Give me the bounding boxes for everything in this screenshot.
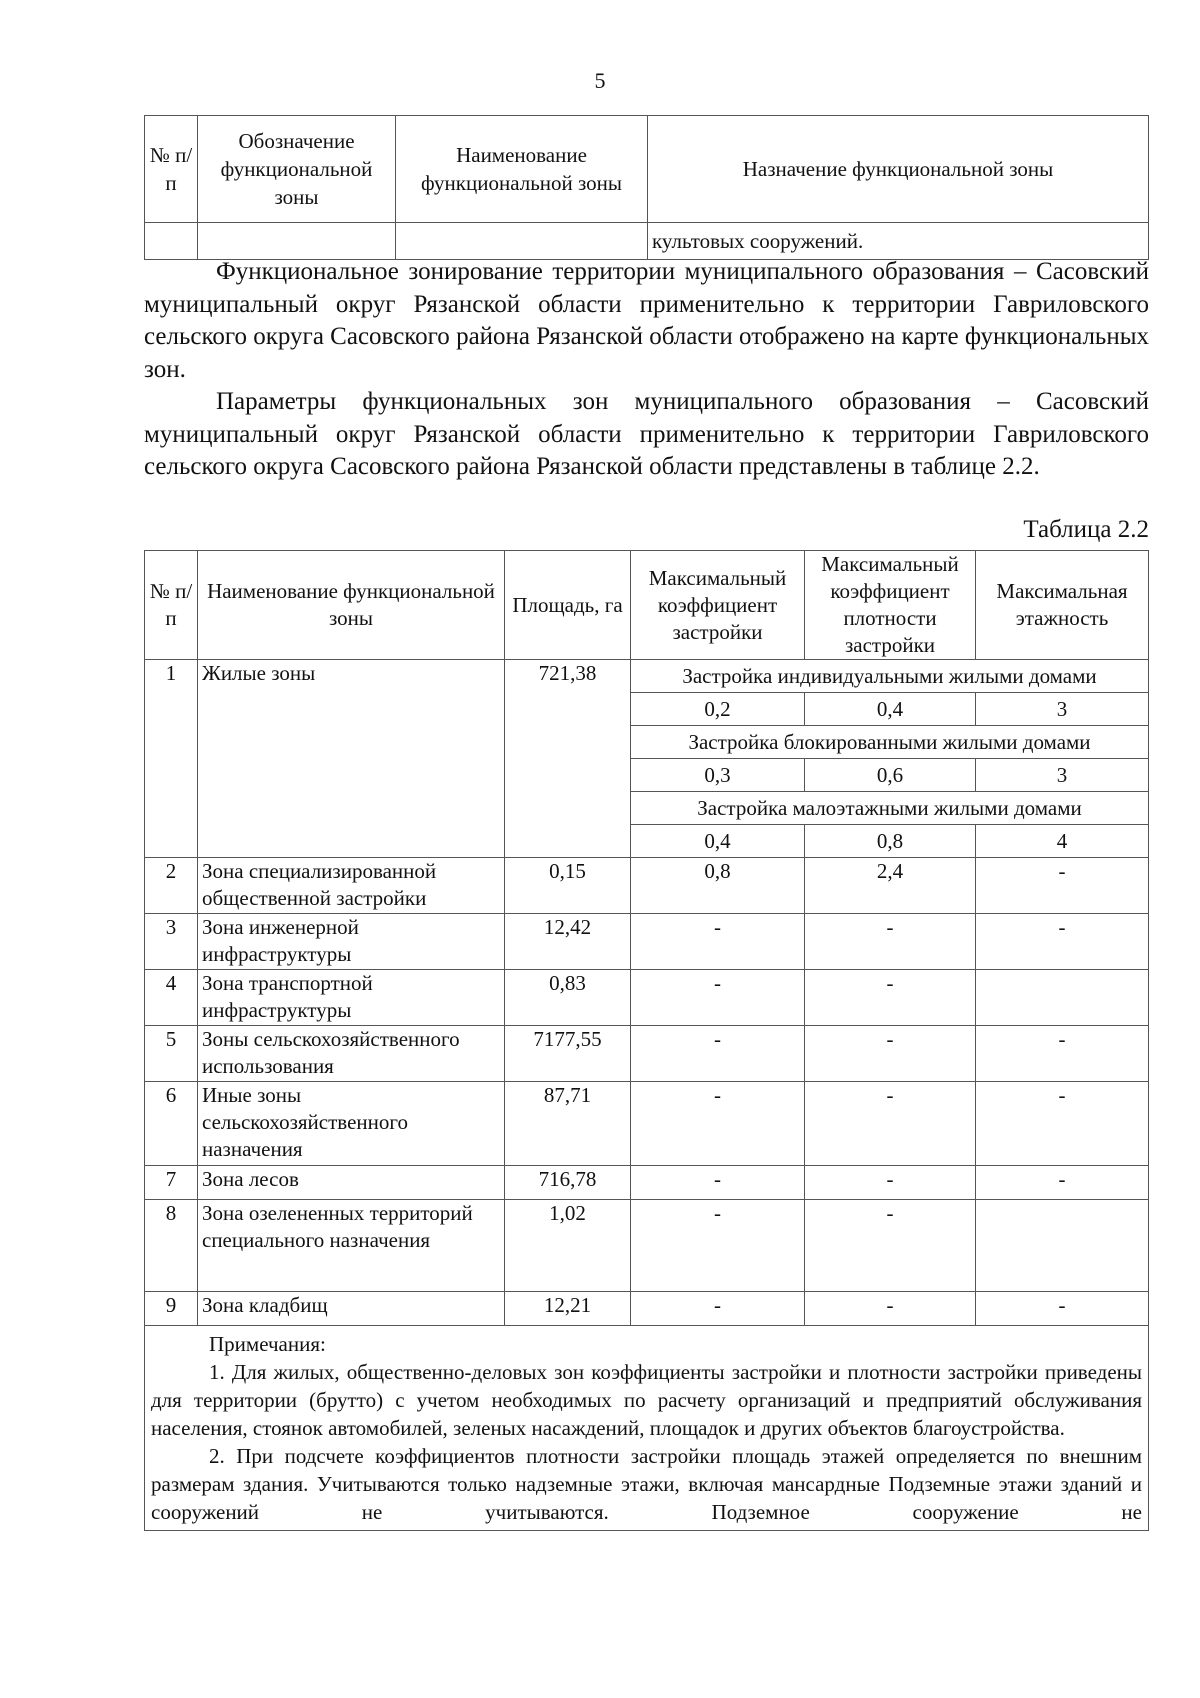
cell-zone-code xyxy=(198,223,396,260)
table-caption: Таблица 2.2 xyxy=(1023,516,1149,543)
cell-building-ratio: 0,3 xyxy=(631,759,805,792)
zone-parameters-table xyxy=(144,550,1149,1531)
header-number: № п/п xyxy=(145,551,198,660)
zones-purpose-table-continued xyxy=(144,115,1149,260)
table-row xyxy=(145,914,1149,970)
cell-number xyxy=(145,223,198,260)
cell-number: 2 xyxy=(145,858,198,914)
cell-area: 12,21 xyxy=(505,1292,631,1326)
table-row xyxy=(145,1292,1149,1326)
cell-floors: - xyxy=(976,914,1149,970)
cell-density-ratio: - xyxy=(805,1082,976,1166)
paragraph-text: Функциональное зонирование территории муниципального образования – Сасовский муниципальный округ Рязанской области применительно к территории Гавриловского сельского округа Сасовского района Рязанской области отображено на карте функциональных зон. xyxy=(144,258,1149,383)
notes-row xyxy=(145,1326,1149,1531)
residential-subtype-label: Застройка малоэтажными жилыми домами xyxy=(631,792,1149,825)
cell-building-ratio: - xyxy=(631,1026,805,1082)
table-header-row xyxy=(145,116,1149,223)
table-row xyxy=(145,858,1149,914)
cell-zone-name: Зона лесов xyxy=(198,1166,505,1200)
cell-building-ratio: - xyxy=(631,1082,805,1166)
cell-density-ratio: - xyxy=(805,1200,976,1292)
cell-building-ratio: 0,4 xyxy=(631,825,805,858)
table-header-row xyxy=(145,551,1149,660)
cell-zone-name: Зона транспортной инфраструктуры xyxy=(198,970,505,1026)
table-row xyxy=(145,223,1149,260)
cell-area: 12,42 xyxy=(505,914,631,970)
table-row xyxy=(145,1026,1149,1082)
paragraph-parameters xyxy=(144,386,1149,484)
table-row xyxy=(145,1200,1149,1292)
cell-building-ratio: - xyxy=(631,1166,805,1200)
cell-zone-name: Зона инженерной инфраструктуры xyxy=(198,914,505,970)
header-number: № п/п xyxy=(145,116,198,223)
cell-density-ratio: 2,4 xyxy=(805,858,976,914)
note-item: 1. Для жилых, общественно-деловых зон коэффициенты застройки и плотности застройки приведены для территории (брутто) с учетом необходимых по расчету организаций и предприятий обслуживания населения, стоянок автомобилей, зеленых насаждений, площадок и других объектов благоустройства. xyxy=(151,1360,1142,1440)
cell-area: 721,38 xyxy=(505,660,631,858)
cell-zone-name: Зона озелененных территорий специального назначения xyxy=(198,1200,505,1292)
table-row xyxy=(145,1082,1149,1166)
cell-area: 0,15 xyxy=(505,858,631,914)
cell-zone-name: Зона кладбищ xyxy=(198,1292,505,1326)
cell-zone-name: Зоны сельскохозяйственного использования xyxy=(198,1026,505,1082)
cell-floors: - xyxy=(976,1082,1149,1166)
paragraph-zoning-map xyxy=(144,256,1149,386)
table-row xyxy=(145,1166,1149,1200)
cell-floors: 3 xyxy=(976,759,1149,792)
cell-density-ratio: - xyxy=(805,1292,976,1326)
header-max-density-ratio: Максимальный коэффициент плотности застройки xyxy=(805,551,976,660)
cell-zone-name: Жилые зоны xyxy=(198,660,505,858)
header-max-floors: Максимальная этажность xyxy=(976,551,1149,660)
cell-area: 1,02 xyxy=(505,1200,631,1292)
cell-density-ratio: - xyxy=(805,1166,976,1200)
header-zone-purpose: Назначение функциональной зоны xyxy=(648,116,1149,223)
cell-floors xyxy=(976,970,1149,1026)
cell-density-ratio: 0,6 xyxy=(805,759,976,792)
header-area: Площадь, га xyxy=(505,551,631,660)
cell-number: 1 xyxy=(145,660,198,858)
cell-zone-purpose: культовых сооружений. xyxy=(648,223,1149,260)
cell-building-ratio: 0,2 xyxy=(631,693,805,726)
cell-floors: 4 xyxy=(976,825,1149,858)
cell-density-ratio: - xyxy=(805,970,976,1026)
cell-number: 3 xyxy=(145,914,198,970)
cell-area: 0,83 xyxy=(505,970,631,1026)
cell-number: 4 xyxy=(145,970,198,1026)
header-max-building-ratio: Максимальный коэффициент застройки xyxy=(631,551,805,660)
cell-zone-name: Зона специализированной общественной застройки xyxy=(198,858,505,914)
notes-title: Примечания: xyxy=(209,1332,326,1356)
cell-floors: - xyxy=(976,858,1149,914)
table-row xyxy=(145,970,1149,1026)
cell-density-ratio: 0,4 xyxy=(805,693,976,726)
cell-building-ratio: - xyxy=(631,914,805,970)
note-item: 2. При подсчете коэффициентов плотности застройки площадь этажей определяется по внешним размерам здания. Учитываются только надземные этажи, включая мансардные Подземные этажи зданий и сооружений не учитываются. Подземное сооружение не xyxy=(151,1444,1142,1524)
notes-cell xyxy=(145,1326,1149,1531)
cell-floors xyxy=(976,1200,1149,1292)
paragraph-text: Параметры функциональных зон муниципального образования – Сасовский муниципальный округ Рязанской области применительно к территории Гавриловского сельского округа Сасовского района Рязанской области представлены в таблице 2.2. xyxy=(144,388,1149,480)
cell-zone-name xyxy=(396,223,648,260)
cell-number: 8 xyxy=(145,1200,198,1292)
cell-density-ratio: 0,8 xyxy=(805,825,976,858)
page-number: 5 xyxy=(594,68,606,93)
cell-area: 87,71 xyxy=(505,1082,631,1166)
cell-number: 9 xyxy=(145,1292,198,1326)
cell-area: 716,78 xyxy=(505,1166,631,1200)
cell-floors: - xyxy=(976,1026,1149,1082)
cell-floors: 3 xyxy=(976,693,1149,726)
cell-building-ratio: - xyxy=(631,1292,805,1326)
cell-building-ratio: - xyxy=(631,970,805,1026)
cell-density-ratio: - xyxy=(805,1026,976,1082)
cell-number: 5 xyxy=(145,1026,198,1082)
residential-subtype-label: Застройка индивидуальными жилыми домами xyxy=(631,660,1149,693)
cell-building-ratio: 0,8 xyxy=(631,858,805,914)
cell-floors: - xyxy=(976,1166,1149,1200)
cell-floors: - xyxy=(976,1292,1149,1326)
cell-number: 7 xyxy=(145,1166,198,1200)
cell-area: 7177,55 xyxy=(505,1026,631,1082)
header-zone-name: Наименование функциональной зоны xyxy=(198,551,505,660)
table-row xyxy=(145,660,1149,693)
residential-subtype-label: Застройка блокированными жилыми домами xyxy=(631,726,1149,759)
cell-density-ratio: - xyxy=(805,914,976,970)
cell-zone-name: Иные зоны сельскохозяйственного назначения xyxy=(198,1082,505,1166)
cell-number: 6 xyxy=(145,1082,198,1166)
cell-building-ratio: - xyxy=(631,1200,805,1292)
header-zone-code: Обозначение функциональной зоны xyxy=(198,116,396,223)
header-zone-name: Наименование функциональной зоны xyxy=(396,116,648,223)
